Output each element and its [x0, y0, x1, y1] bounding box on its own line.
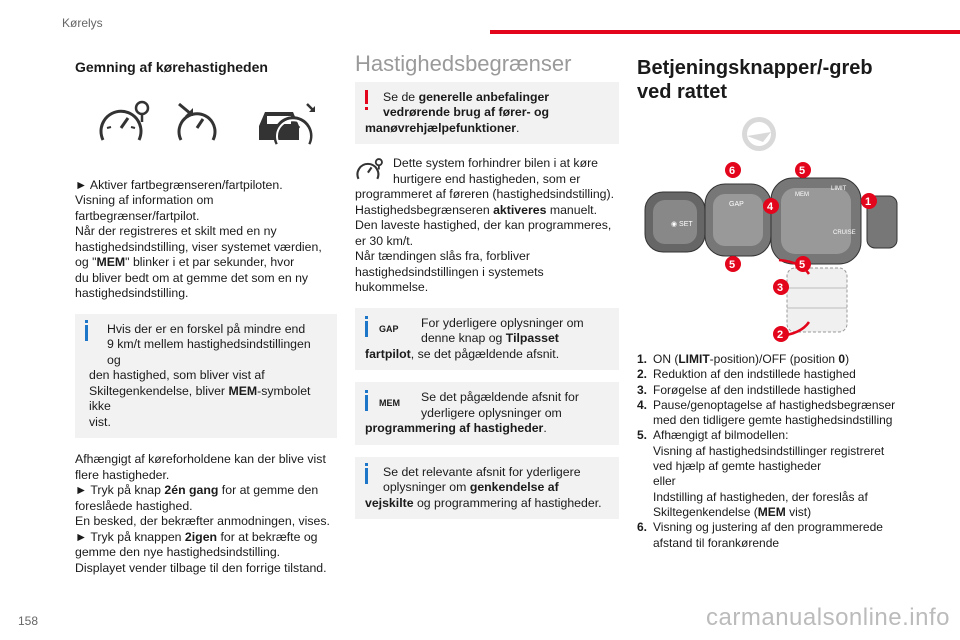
- icon-row: [75, 94, 337, 166]
- text-line: denne knap og: [421, 331, 506, 345]
- bold-term: 0: [838, 352, 846, 366]
- callout-5-right: [795, 256, 811, 272]
- text-line: hastighedsindstilling, viser systemet værdien,: [75, 239, 322, 254]
- text-line: 9 km/t mellem hastighedsindstillingen og: [107, 337, 311, 367]
- text-line: Visning af information om fartbegrænser/fartpilot.: [75, 193, 214, 223]
- svg-text:5: 5: [799, 165, 806, 177]
- info-note-mem: [355, 382, 619, 445]
- svg-text:5: 5: [799, 259, 806, 271]
- middle-column: [355, 51, 619, 519]
- text-line: gemme den nye hastighedsindstilling.: [75, 545, 281, 559]
- text-line: du bliver bedt om at gemme det som en ny: [75, 270, 309, 285]
- text-line: for at gemme den: [218, 483, 319, 497]
- left-paragraph-2: [75, 452, 337, 576]
- bold-term: aktiveres: [493, 202, 547, 217]
- lever-gap-icon: [705, 184, 771, 256]
- text-line: ► Tryk på knappen: [75, 529, 185, 544]
- list-item: [637, 352, 907, 367]
- text-line: Når der registreres et skilt med en ny: [75, 224, 277, 238]
- text-line: vist): [785, 504, 812, 519]
- text-line: ON (: [653, 352, 679, 366]
- text-line: manuelt.: [546, 202, 598, 217]
- bold-term: LIMIT: [678, 352, 710, 366]
- bold-term: manøvrehjælpefunktioner: [365, 120, 517, 135]
- callout-4: [763, 198, 779, 214]
- text-line: og ": [75, 255, 97, 269]
- steering-wheel-icon: [742, 117, 776, 151]
- warning-icon-bar: [365, 90, 368, 104]
- text-line: og programmering af hastigheder.: [413, 495, 602, 510]
- text-line: Se det relevante afsnit for yderligere: [383, 464, 581, 479]
- bold-term: genkendelse af: [469, 480, 559, 494]
- control-list: [637, 352, 907, 551]
- text-line: flere hastigheder.: [75, 467, 170, 482]
- text-line: hurtigere end hastigheden, som er: [393, 171, 581, 186]
- item-number: 1.: [637, 352, 648, 366]
- item-number: 3.: [637, 382, 648, 397]
- bold-term: vejskilte: [365, 495, 414, 510]
- info-icon-bar: [365, 395, 368, 411]
- item-number: 5.: [637, 428, 648, 443]
- mem-term: MEM: [757, 504, 786, 519]
- watermark: carmanualsonline.info: [706, 604, 950, 631]
- left-heading: Gemning af kørehastigheden: [75, 59, 268, 75]
- text-line: programmeret af føreren (hastighedsindstilling).: [355, 187, 615, 201]
- mem-term: MEM: [228, 383, 258, 398]
- info-note-sign-recognition: [355, 457, 619, 520]
- cruise-car-icon: [255, 100, 317, 146]
- svg-text:5: 5: [729, 259, 736, 271]
- info-icon-bar: [85, 325, 88, 341]
- text-line: Se de: [383, 89, 419, 104]
- section-header: Kørelys: [62, 16, 103, 30]
- text-line: oplysninger om: [383, 480, 470, 494]
- info-icon-bar: [365, 468, 368, 484]
- text-line: Reduktion af den indstillede hastighed: [653, 367, 856, 382]
- info-icon: [365, 463, 368, 466]
- svg-text:1: 1: [865, 196, 872, 208]
- info-icon: [365, 390, 368, 393]
- text-line: Se det pågældende afsnit for: [421, 390, 579, 404]
- speed-limiter-icon: [355, 158, 385, 182]
- text-line: .: [543, 421, 547, 435]
- text-line: Afhængigt af køreforholdene kan der blive vist: [75, 452, 326, 466]
- info-note-mem-difference: [75, 314, 337, 439]
- info-icon: [365, 316, 368, 319]
- text-line: Den laveste hastighed, der kan programmeres,: [355, 218, 612, 232]
- text-line: , se det pågældende afsnit.: [410, 346, 560, 361]
- info-icon: [85, 320, 88, 323]
- text-line: Visning og justering af den programmerede: [653, 520, 883, 535]
- text-line: Når tændingen slås fra, forbliver: [355, 249, 530, 263]
- text-line: er 30 km/t.: [355, 233, 414, 248]
- list-item: [637, 383, 907, 398]
- text-line: den hastighed, som bliver vist af: [89, 368, 265, 382]
- lever-left-icon: [645, 192, 705, 252]
- right-heading: [637, 56, 907, 104]
- svg-text:◉ SET: ◉ SET: [671, 221, 693, 228]
- speed-limiter-icon: [97, 100, 153, 146]
- callout-3: [773, 279, 789, 295]
- lever-limit-label: LIMIT: [831, 186, 847, 192]
- text-line: foreslåede hastighed.: [75, 498, 193, 513]
- text-line: med den tidligere gemte hastighedsindstilling: [653, 413, 893, 428]
- callout-2: [773, 326, 789, 342]
- list-item: [637, 398, 907, 429]
- text-line: ved hjælp af gemte hastigheder: [653, 459, 822, 474]
- page-number: 158: [18, 614, 39, 628]
- info-note-gap: [355, 308, 619, 371]
- svg-text:6: 6: [729, 165, 736, 177]
- text-line: Afhængigt af bilmodellen:: [653, 428, 789, 443]
- text-line: eller: [653, 474, 676, 489]
- text-line: En besked, der bekræfter anmodningen, vises.: [75, 514, 330, 528]
- bold-term: 2igen: [184, 529, 218, 544]
- left-column: [75, 60, 337, 576]
- callout-5-top: [795, 162, 811, 178]
- text-line: ► Tryk på knap: [75, 483, 165, 497]
- bold-term: programmering af hastigheder: [365, 421, 544, 435]
- gap-icon: GAP: [379, 323, 399, 334]
- list-item: [637, 428, 907, 520]
- bold-term: 2én gang: [164, 483, 219, 497]
- bold-term: Tilpasset: [505, 331, 559, 345]
- text-line: afstand til forankørende: [653, 535, 780, 550]
- text-line: for at bekræfte og: [217, 529, 318, 544]
- text-line: -symbolet ikke: [89, 383, 311, 413]
- text-line: Indstilling af hastigheden, der foreslås af: [653, 489, 868, 504]
- lever-cruise-label: CRUISE: [833, 230, 856, 236]
- text-line: ): [845, 352, 850, 366]
- text-line: vist.: [89, 414, 111, 429]
- item-number: 6.: [637, 520, 648, 535]
- text-line: hastighedsindstilling.: [75, 286, 189, 300]
- text-line: Hastighedsbegrænseren: [355, 202, 494, 217]
- text-line: " blinker i et par sekunder, hvor: [125, 255, 295, 269]
- middle-heading: Hastighedsbegrænser: [355, 51, 572, 76]
- text-line: Displayet vender tilbage til den forrige tilstand.: [75, 560, 327, 575]
- text-line: hastighedsindstillingen i systemets hukommelse.: [355, 264, 544, 294]
- left-paragraph-1: [75, 178, 337, 302]
- mem-term: MEM: [96, 255, 126, 269]
- warning-icon: [365, 107, 368, 110]
- heading-line: Betjeningsknapper/-greb: [637, 57, 873, 79]
- right-column: [637, 56, 907, 551]
- text-line: Pause/genoptagelse af hastighedsbegrænser: [653, 397, 896, 412]
- text-line: For yderligere oplysninger om: [421, 315, 584, 330]
- mem-icon: MEM: [379, 398, 400, 408]
- callout-1: [861, 193, 877, 209]
- text-line: Forøgelse af den indstillede hastighed: [653, 382, 856, 397]
- header-accent-bar: [490, 30, 960, 34]
- callout-6: [725, 162, 741, 178]
- text-line: Hvis der er en forskel på mindre end: [107, 321, 306, 336]
- warning-note: [355, 82, 619, 145]
- text-line: -position)/OFF (position: [709, 352, 839, 366]
- lever-mem-icon: [771, 178, 861, 264]
- callout-5-mid: [725, 256, 741, 272]
- bold-term: generelle anbefalinger: [418, 89, 550, 104]
- heading-line: ved rattet: [637, 81, 728, 103]
- intro-block: [355, 156, 619, 296]
- text-line: Dette system forhindrer bilen i at køre: [393, 156, 599, 170]
- svg-text:2: 2: [777, 329, 784, 341]
- text-line: Skiltegenkendelse, bliver: [89, 383, 229, 398]
- text-line: Skiltegenkendelse (: [653, 504, 758, 519]
- bold-term: fartpilot: [365, 346, 411, 361]
- svg-text:4: 4: [767, 201, 774, 213]
- text-line: yderligere oplysninger om: [421, 405, 562, 420]
- lever-detail-icon: [787, 268, 847, 332]
- bold-term: vedrørende brug af fører- og: [383, 105, 550, 119]
- text-line: ► Aktiver fartbegrænseren/fartpiloten.: [75, 177, 283, 192]
- info-icon-bar: [365, 321, 368, 337]
- list-item: [637, 367, 907, 382]
- list-item: [637, 520, 907, 551]
- speed-memory-arrow-icon: [175, 100, 225, 146]
- text-line: .: [516, 120, 520, 135]
- lever-gap-label: GAP: [729, 201, 744, 208]
- steering-controls-diagram: [637, 112, 907, 348]
- item-number: 2.: [637, 367, 648, 382]
- lever-mem-label: MEM: [795, 192, 809, 198]
- item-number: 4.: [637, 397, 648, 412]
- svg-text:3: 3: [777, 282, 784, 294]
- text-line: Visning af hastighedsindstillinger registreret: [653, 443, 885, 458]
